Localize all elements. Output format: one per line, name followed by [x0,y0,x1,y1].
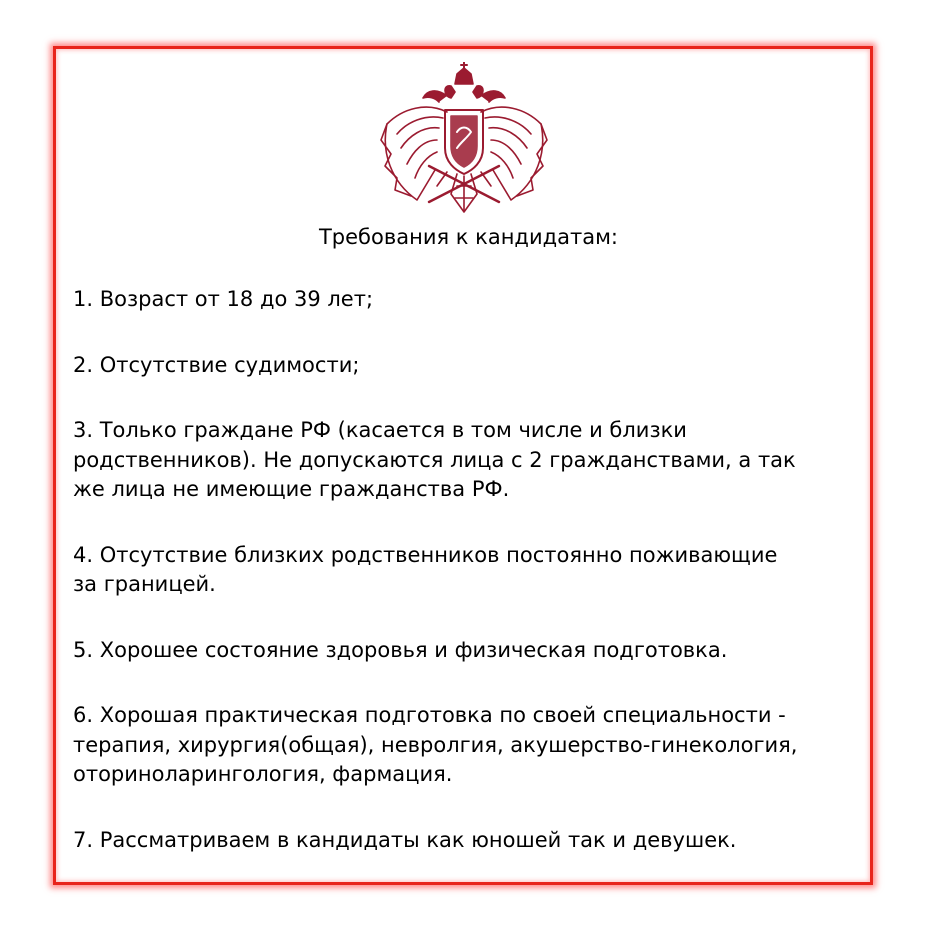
rosgvardia-eagle-icon [377,62,551,220]
requirement-item-5: 5. Хорошее состояние здоровья и физическая подготовка. [73,637,728,662]
requirement-item-3: 3. Только граждане РФ (касается в том числе и близки родственников). Не допускаются лица с 2 гражданствами, а так же лица не имеющие гражданства РФ. [73,418,796,501]
requirements-list [73,285,873,855]
requirement-item-2: 2. Отсутствие судимости; [73,352,360,377]
requirement-item-4: 4. Отсутствие близких родственников постоянно поживающие за границей. [73,542,778,596]
requirement-item-6: 6. Хорошая практическая подготовка по своей специальности - терапия, хирургия(общая), невролгия, акушерство-гинекология, оториноларингология, фармация. [73,703,798,786]
requirement-item-7: 7. Рассматриваем в кандидаты как юношей так и девушек. [73,827,737,852]
requirements-title: Требования к кандидатам: [318,225,619,249]
requirement-item-1: 1. Возраст от 18 до 39 лет; [73,287,374,311]
